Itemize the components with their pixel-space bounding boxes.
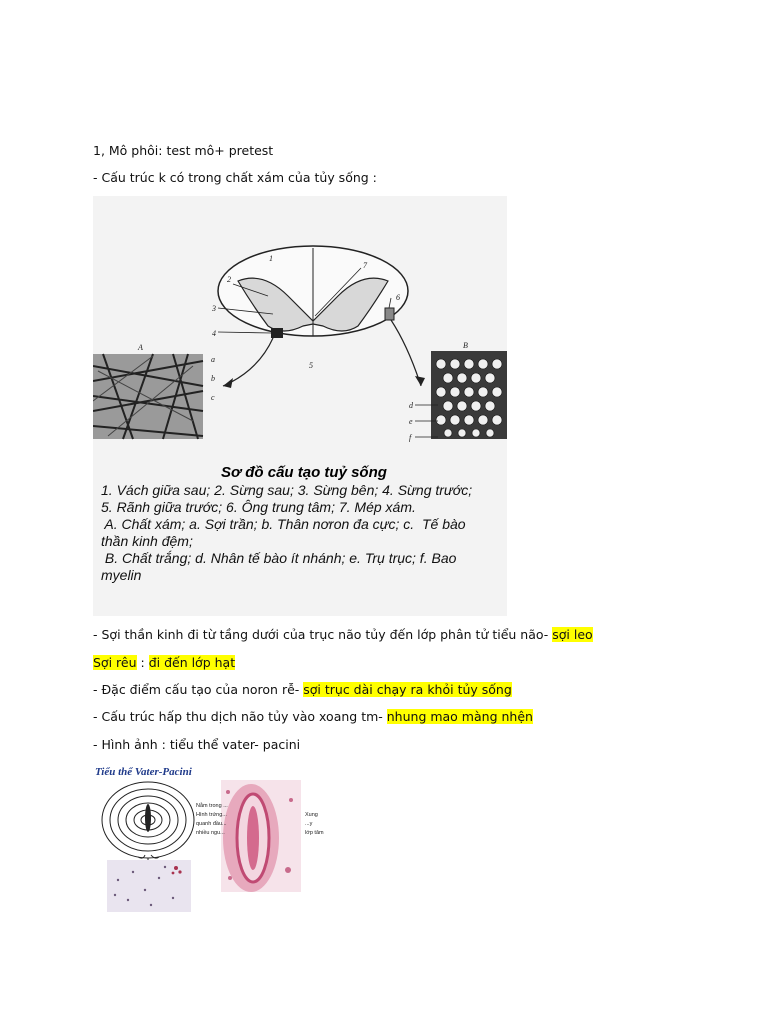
question-line-4 (93, 709, 533, 725)
vp-note-3: quanh đầu... (196, 821, 227, 827)
num-label-5: 5 (309, 361, 313, 370)
vp-note-2: Hình trứng... (196, 812, 227, 818)
figure1-caption-line-6: myelin (101, 567, 142, 583)
answer-separator: : (136, 655, 149, 670)
answer-highlight-mossy-def: đi đến lớp hạt (148, 655, 236, 670)
figure2-title: Tiểu thể Vater-Pacini (95, 766, 192, 778)
letter-label-f: f (409, 433, 412, 442)
figure1-title: Sơ đồ cấu tạo tuỷ sống (221, 464, 387, 481)
spinal-cord-diagram (93, 196, 507, 616)
letter-label-b: b (211, 374, 215, 383)
letter-label-e: e (409, 417, 413, 426)
vp-note-4: nhiều ngu... (196, 830, 225, 836)
answer-line-mossy (93, 655, 235, 671)
question-text-1: - Cấu trúc k có trong chất xám của tủy sống : (93, 170, 377, 185)
heading-line (93, 143, 273, 159)
num-label-7: 7 (363, 261, 367, 270)
question-text-3: - Đặc điểm cấu tạo của noron rễ- (93, 682, 304, 697)
figure1-caption-line-2: 5. Rãnh giữa trước; 6. Ông trung tâm; 7. Mép xám. (101, 499, 416, 515)
figure1-caption-line-5: B. Chất trắng; d. Nhân tế bào ít nhánh; e. Trụ trục; f. Bao (101, 550, 457, 566)
num-label-6: 6 (396, 293, 400, 302)
figure1-caption-line-4: thần kinh đệm; (101, 533, 193, 549)
question-text-5: - Hình ảnh : tiểu thể vater- pacini (93, 737, 301, 752)
answer-highlight-4: nhung mao màng nhện (386, 709, 533, 724)
num-label-4: 4 (212, 329, 216, 338)
vater-pacini-figure (93, 760, 333, 915)
vp-note-1: Nằm trong ... (196, 803, 228, 809)
vp-note-6: ...y (305, 821, 313, 827)
spinal-cord-figure (93, 196, 507, 616)
num-label-1: 1 (269, 254, 273, 263)
letter-label-a: a (211, 355, 215, 364)
figure1-caption-line-3: A. Chất xám; a. Sợi trần; b. Thân nơron đa cực; c. Tế bào (101, 516, 466, 532)
question-line-1 (93, 170, 377, 186)
letter-label-A: A (138, 343, 143, 352)
letter-label-d: d (409, 401, 413, 410)
question-line-5 (93, 737, 300, 753)
vp-note-7: lớp tâm (305, 830, 324, 836)
letter-label-c: c (211, 393, 215, 402)
question-text-4: - Cấu trúc hấp thu dịch não tủy vào xoang tm- (93, 709, 387, 724)
answer-highlight-3: sợi trục dài chạy ra khỏi tủy sống (303, 682, 512, 697)
question-text-2: - Sợi thần kinh đi từ tầng dưới của trục não tủy đến lớp phân tử tiểu não- (93, 627, 553, 642)
vater-pacini-diagram (93, 760, 333, 915)
vp-note-5: Xung (305, 812, 318, 818)
question-line-2 (93, 627, 593, 643)
question-line-3 (93, 682, 512, 698)
answer-highlight-mossy-term: Sợi rêu (93, 655, 137, 670)
num-label-2: 2 (227, 275, 231, 284)
figure1-caption-line-1: 1. Vách giữa sau; 2. Sừng sau; 3. Sừng bên; 4. Sừng trước; (101, 482, 473, 498)
num-label-3: 3 (212, 304, 216, 313)
answer-highlight-2: sợi leo (552, 627, 593, 642)
heading-text: 1, Mô phôi: test mô+ pretest (93, 143, 274, 158)
letter-label-B: B (463, 341, 468, 350)
